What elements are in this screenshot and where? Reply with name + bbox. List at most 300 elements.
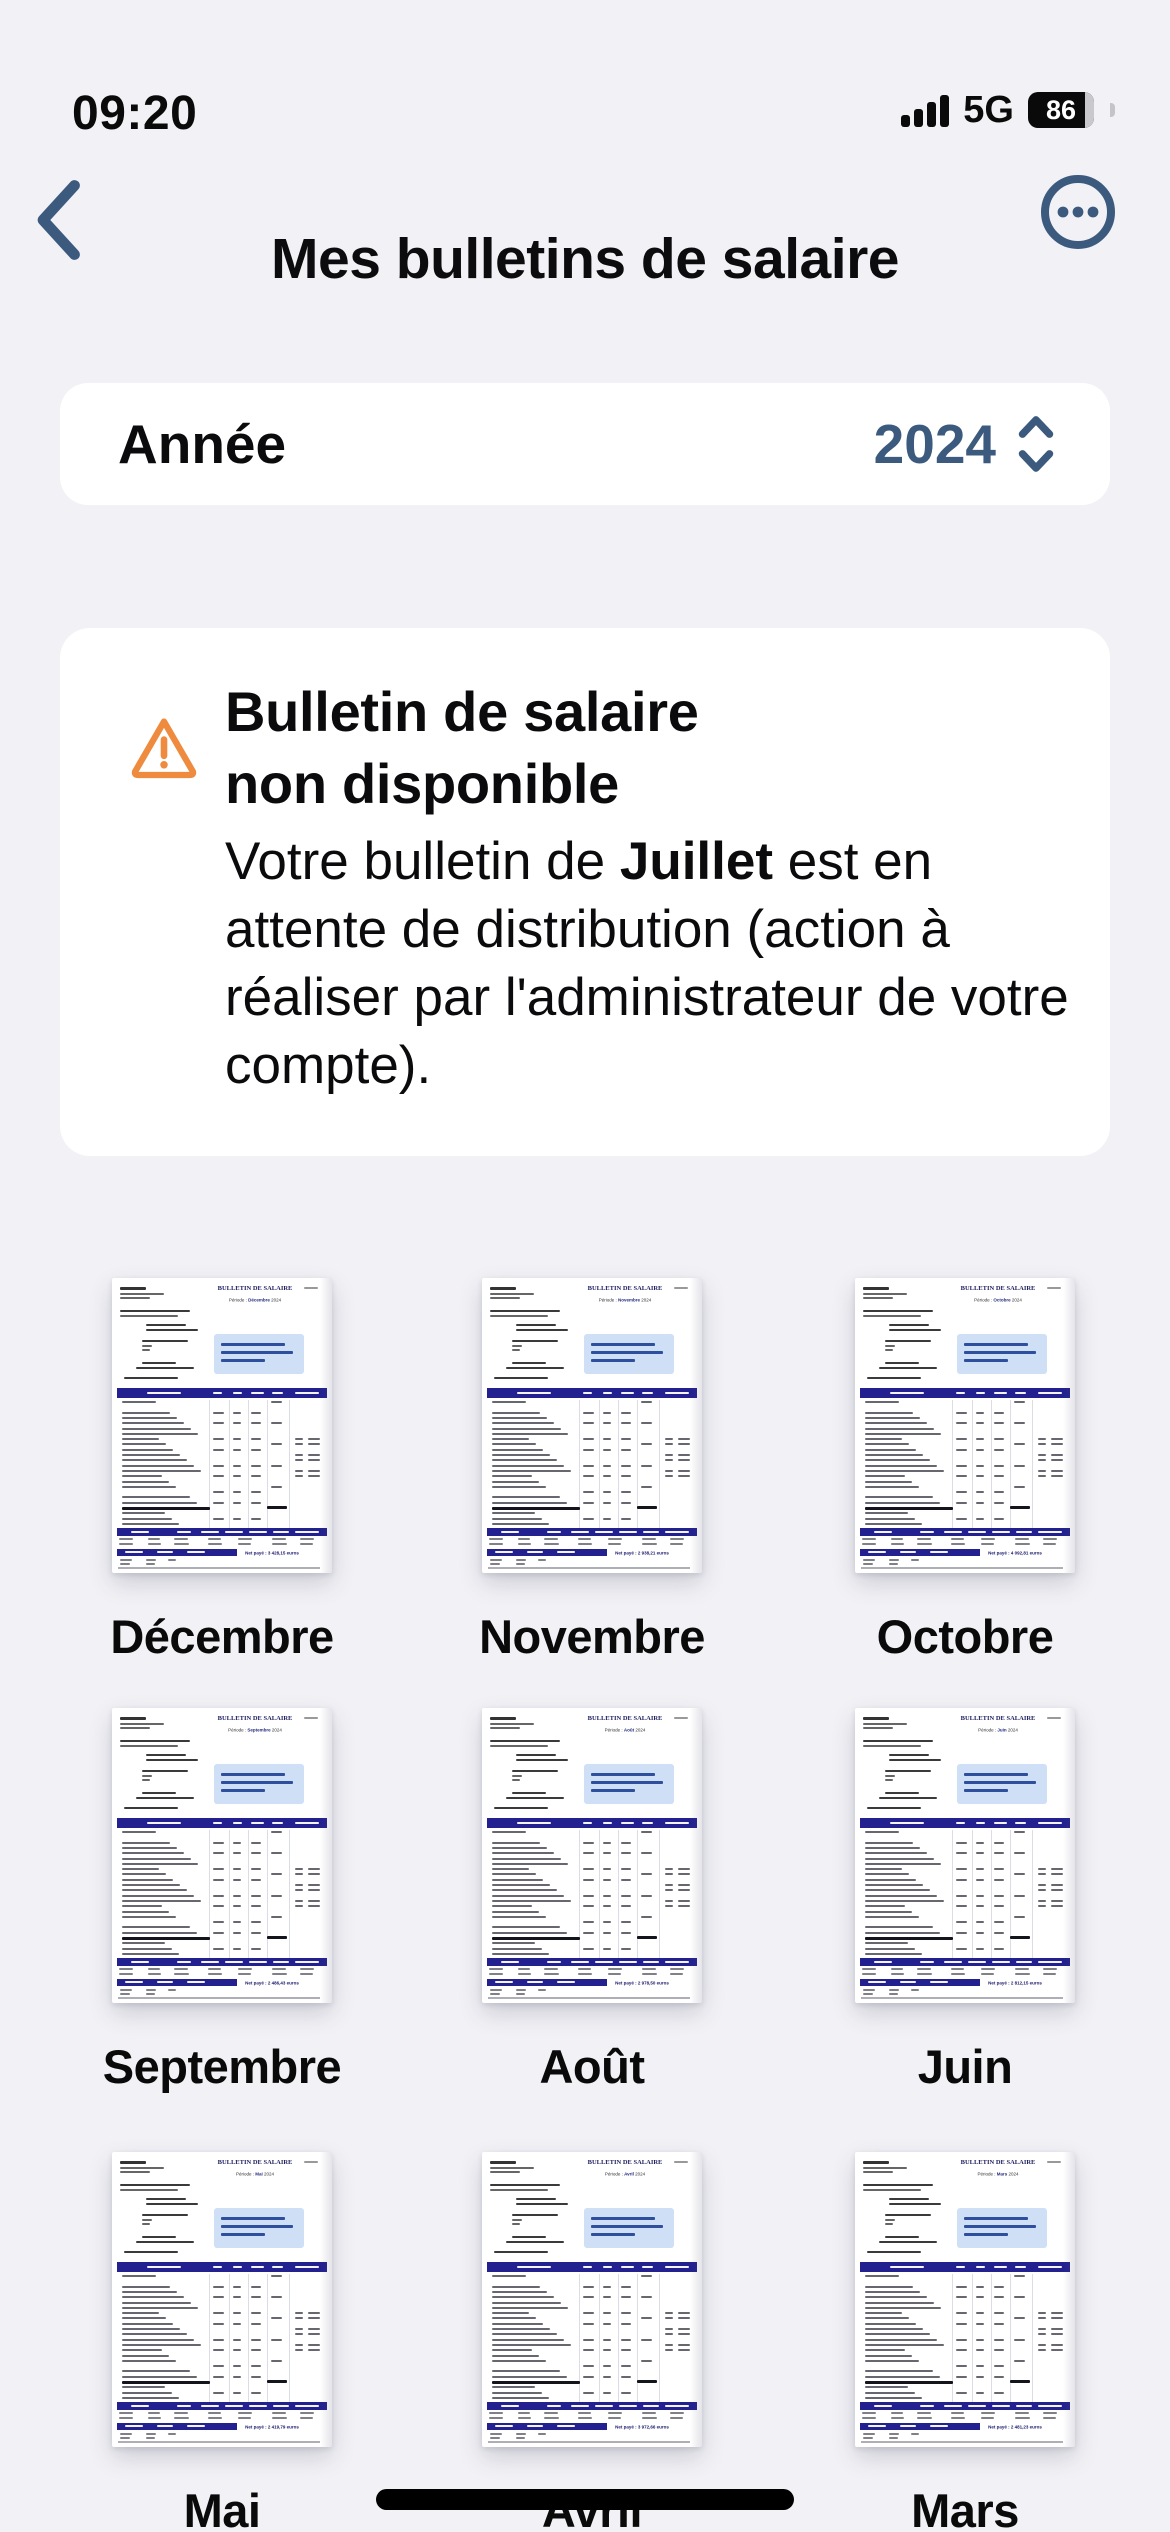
doc-line: [120, 1315, 178, 1317]
payslip-row: [117, 2290, 327, 2295]
doc-line: [124, 1377, 178, 1379]
payslip-totals-band: [860, 2402, 1070, 2410]
payslip-row: [117, 1517, 327, 1522]
doc-line: [885, 1792, 919, 1794]
payslip-period: Période : Juin 2024: [978, 1728, 1018, 1733]
payslip-row: [860, 1888, 1070, 1893]
payslip-table-header: [487, 1388, 697, 1398]
doc-line: [863, 1287, 889, 1290]
doc-line: [506, 1367, 564, 1369]
doc-line: [889, 1324, 929, 1326]
payslip-month-label: Novembre: [479, 1610, 705, 1663]
payslip-row: [860, 1910, 1070, 1915]
payslip-row: [117, 1920, 327, 1925]
payslip-legal-line: [488, 1567, 690, 1569]
payslip-row: [117, 1883, 327, 1888]
payslip-row: [860, 2274, 1070, 2279]
payslip-row: [860, 1432, 1070, 1437]
payslip-row: [117, 1841, 327, 1846]
payslip-net-amount: Net payé : 2 419,79 euros: [245, 2425, 299, 2430]
payslip-row: [117, 1904, 327, 1909]
payslip-row: [860, 1506, 1070, 1511]
payslip-row: [487, 2354, 697, 2359]
payslip-cell[interactable]: [407, 1708, 777, 2094]
cellular-signal-icon: [901, 93, 949, 127]
payslip-table: [117, 1400, 327, 1528]
payslip-row: [117, 1899, 327, 1904]
payslip-row: [860, 1442, 1070, 1447]
doc-line: [512, 2219, 522, 2221]
alert-title-line1: Bulletin de salaire: [225, 680, 699, 743]
payslip-row: [860, 1517, 1070, 1522]
payslip-doc-title: BULLETIN DE SALAIRE: [217, 1284, 293, 1292]
payslip-row: [487, 1511, 697, 1516]
payslip-address-box: [957, 1764, 1047, 1804]
doc-line: [146, 1759, 198, 1761]
payslip-row: [117, 2327, 327, 2332]
payslip-address-box: [214, 2208, 304, 2248]
payslip-row: [117, 1501, 327, 1506]
payslip-row: [487, 2396, 697, 2401]
payslip-row: [860, 1952, 1070, 1957]
payslip-row: [117, 2369, 327, 2374]
doc-line: [885, 1362, 919, 1364]
doc-line: [879, 2241, 937, 2243]
payslip-row: [860, 1883, 1070, 1888]
doc-line: [490, 1293, 534, 1295]
payslip-thumbnail[interactable]: [112, 1708, 332, 2003]
network-type-label: 5G: [963, 88, 1014, 131]
doc-line: [879, 1797, 937, 1799]
payslip-row: [860, 2385, 1070, 2390]
payslip-cell[interactable]: [407, 2152, 777, 2532]
payslip-row: [487, 1883, 697, 1888]
payslip-row: [487, 1421, 697, 1426]
payslip-row: [117, 1941, 327, 1946]
payslip-month-label: Décembre: [110, 1610, 334, 1663]
payslip-row: [487, 2343, 697, 2348]
payslip-row: [860, 2364, 1070, 2369]
doc-line: [885, 1779, 893, 1781]
doc-line: [885, 2214, 931, 2216]
payslip-row: [860, 1931, 1070, 1936]
payslip-row: [117, 2380, 327, 2385]
doc-line: [879, 1367, 937, 1369]
payslip-legal-line: [861, 1997, 1063, 1999]
payslip-row: [117, 2285, 327, 2290]
payslip-doc-title: BULLETIN DE SALAIRE: [587, 1284, 663, 1292]
payslip-net-amount: Net payé : 2 938,21 euros: [615, 1551, 669, 1556]
payslip-row: [117, 1427, 327, 1432]
payslip-row: [117, 2311, 327, 2316]
payslip-row: [487, 1941, 697, 1946]
payslip-row: [860, 1851, 1070, 1856]
doc-line: [490, 1717, 516, 1720]
payslip-thumbnail[interactable]: [112, 1278, 332, 1573]
payslip-row: [860, 2338, 1070, 2343]
payslip-row: [487, 1437, 697, 1442]
payslip-row: [117, 2385, 327, 2390]
payslip-row: [487, 1480, 697, 1485]
payslip-row: [117, 1872, 327, 1877]
payslip-row: [117, 2391, 327, 2396]
payslip-row: [487, 1894, 697, 1899]
payslip-row: [487, 1851, 697, 1856]
payslip-row: [487, 2322, 697, 2327]
page-title: Mes bulletins de salaire: [271, 227, 899, 292]
payslip-row: [117, 1894, 327, 1899]
doc-line: [863, 1740, 933, 1742]
battery-percent: 86: [1045, 94, 1077, 125]
alert-body: [225, 828, 1105, 1100]
payslip-row: [860, 1458, 1070, 1463]
payslip-totals-band: [860, 1958, 1070, 1966]
doc-line: [885, 2236, 919, 2238]
payslip-table-header: [487, 2262, 697, 2272]
payslip-table: [860, 1400, 1070, 1528]
payslip-cell[interactable]: [780, 1708, 1150, 2094]
payslip-row: [487, 1405, 697, 1410]
payslip-row: [860, 1841, 1070, 1846]
payslip-totals-band: [117, 1958, 327, 1966]
payslip-row: [117, 2359, 327, 2364]
payslip-row: [860, 1947, 1070, 1952]
payslip-thumbnail[interactable]: [482, 1708, 702, 2003]
payslip-row: [487, 1427, 697, 1432]
doc-line: [494, 2251, 548, 2253]
payslip-row: [117, 1495, 327, 1500]
payslip-cell[interactable]: [407, 1278, 777, 1664]
payslip-row: [860, 2311, 1070, 2316]
alert-body-prefix: Votre bulletin de: [225, 832, 620, 891]
payslip-totals-band: [487, 1958, 697, 1966]
alert-title-line2: non disponible: [225, 752, 619, 815]
payslip-row: [860, 2348, 1070, 2353]
payslip-table-header: [860, 1818, 1070, 1828]
payslip-cell[interactable]: [37, 2152, 407, 2532]
doc-line: [142, 1779, 150, 1781]
payslip-table-header: [487, 1818, 697, 1828]
payslip-row: [487, 1857, 697, 1862]
payslip-row: [487, 2391, 697, 2396]
payslip-row: [117, 1915, 327, 1920]
payslip-address-box: [584, 2208, 674, 2248]
payslip-row: [487, 1464, 697, 1469]
doc-line: [494, 1807, 548, 1809]
payslip-row: [117, 1835, 327, 1840]
payslip-row: [487, 2311, 697, 2316]
doc-line: [885, 1775, 895, 1777]
doc-line: [512, 1792, 546, 1794]
payslip-row: [117, 1437, 327, 1442]
payslip-row: [487, 1862, 697, 1867]
payslip-row: [487, 1888, 697, 1893]
doc-line: [512, 2214, 558, 2216]
payslip-row: [117, 1448, 327, 1453]
payslip-row: [117, 1485, 327, 1490]
doc-line: [146, 2203, 198, 2205]
doc-line: [885, 2223, 893, 2225]
payslip-row: [487, 1925, 697, 1930]
doc-line: [490, 2189, 548, 2191]
doc-line: [506, 2241, 564, 2243]
payslip-row: [117, 1910, 327, 1915]
payslip-month-label: Septembre: [102, 2040, 342, 2093]
payslip-row: [487, 1867, 697, 1872]
doc-line: [142, 2214, 188, 2216]
payslip-counters-band: [487, 1979, 607, 1986]
payslip-table: [487, 1830, 697, 1958]
alert-body-suffix: est en attente de distribution (action à réaliser par l'administrateur de votre compte).: [225, 832, 1069, 1095]
status-cluster: [901, 86, 1115, 134]
doc-line: [516, 2203, 568, 2205]
payslip-thumbnail[interactable]: [855, 2152, 1075, 2447]
payslip-row: [487, 2338, 697, 2343]
doc-line: [120, 2184, 190, 2186]
payslip-row: [860, 1427, 1070, 1432]
payslip-row: [487, 2306, 697, 2311]
stepper-chevrons-icon[interactable]: [1010, 412, 1062, 476]
doc-line: [863, 1315, 921, 1317]
doc-line: [512, 1770, 558, 1772]
doc-line: [142, 2223, 150, 2225]
payslip-row: [117, 1851, 327, 1856]
payslip-doc-title: BULLETIN DE SALAIRE: [960, 1714, 1036, 1722]
payslip-row: [487, 1490, 697, 1495]
payslip-counters-band: [860, 1979, 980, 1986]
payslip-row: [487, 1501, 697, 1506]
payslip-row: [117, 1936, 327, 1941]
doc-line: [490, 1745, 548, 1747]
payslip-net-amount: Net payé : 2 486,43 euros: [245, 1981, 299, 1986]
doc-line: [512, 1345, 522, 1347]
payslip-row: [860, 1925, 1070, 1930]
payslip-month-label: Octobre: [876, 1610, 1054, 1663]
payslip-row: [860, 1872, 1070, 1877]
payslip-row: [860, 2295, 1070, 2300]
payslip-row: [860, 1846, 1070, 1851]
payslip-row: [487, 1495, 697, 1500]
alert-card: [60, 628, 1110, 1156]
payslip-row: [117, 2316, 327, 2321]
doc-line: [120, 1293, 164, 1295]
payslip-row: [117, 1432, 327, 1437]
payslip-row: [860, 1878, 1070, 1883]
payslip-row: [117, 2338, 327, 2343]
payslip-row: [860, 1920, 1070, 1925]
payslip-row: [117, 1947, 327, 1952]
payslip-row: [860, 2327, 1070, 2332]
payslip-row: [487, 1904, 697, 1909]
payslip-table-header: [117, 2262, 327, 2272]
payslip-thumbnail[interactable]: [855, 1278, 1075, 1573]
payslip-row: [117, 2295, 327, 2300]
payslip-row: [860, 1474, 1070, 1479]
payslip-row: [860, 2396, 1070, 2401]
home-indicator[interactable]: [376, 2489, 794, 2510]
doc-line: [136, 1367, 194, 1369]
doc-line: [512, 1340, 558, 1342]
doc-line: [490, 1315, 548, 1317]
doc-line: [490, 2161, 516, 2164]
payslip-net-amount: Net payé : 2 481,23 euros: [988, 2425, 1042, 2430]
doc-line: [863, 1293, 907, 1295]
doc-line: [120, 1727, 150, 1729]
doc-line: [136, 2241, 194, 2243]
payslip-row: [487, 1936, 697, 1941]
payslip-row: [860, 2359, 1070, 2364]
payslip-row: [860, 2332, 1070, 2337]
payslip-table: [860, 1830, 1070, 1958]
payslip-counters-band: [487, 1549, 607, 1556]
payslip-cell[interactable]: [37, 1278, 407, 1664]
payslip-legal-line: [118, 2441, 320, 2443]
payslip-thumbnail[interactable]: [482, 1278, 702, 1573]
payslip-address-box: [957, 2208, 1047, 2248]
payslip-row: [860, 1437, 1070, 1442]
payslip-totals-band: [487, 2402, 697, 2410]
payslip-cell[interactable]: [780, 1278, 1150, 1664]
payslip-thumbnail[interactable]: [482, 2152, 702, 2447]
payslip-row: [860, 2369, 1070, 2374]
doc-line: [889, 1754, 929, 1756]
doc-line: [863, 2167, 907, 2169]
payslip-row: [487, 1474, 697, 1479]
payslip-row: [860, 1485, 1070, 1490]
payslip-row: [860, 1416, 1070, 1421]
payslip-row: [117, 2279, 327, 2284]
doc-line: [512, 2223, 520, 2225]
doc-line: [490, 1310, 560, 1312]
payslip-row: [860, 1501, 1070, 1506]
more-options-button[interactable]: [1038, 172, 1118, 252]
payslip-row: [860, 1522, 1070, 1527]
payslip-cell[interactable]: [37, 1708, 407, 2094]
payslip-row: [487, 2285, 697, 2290]
payslip-row: [487, 2364, 697, 2369]
payslip-period: Période : Avril 2024: [604, 2172, 646, 2177]
payslip-totals-band: [117, 2402, 327, 2410]
doc-line: [867, 2251, 921, 2253]
payslip-row: [487, 1442, 697, 1447]
payslip-row: [487, 2385, 697, 2390]
payslip-row: [117, 2375, 327, 2380]
payslip-counters-band: [117, 1549, 237, 1556]
payslip-row: [487, 1517, 697, 1522]
payslip-counters-band: [487, 2423, 607, 2430]
payslip-period: Période : Août 2024: [604, 1728, 646, 1733]
payslip-net-amount: Net payé : 2 812,15 euros: [988, 1981, 1042, 1986]
payslip-thumbnail[interactable]: [112, 2152, 332, 2447]
payslip-row: [117, 1846, 327, 1851]
payslip-grid: [0, 1278, 1170, 2532]
doc-line: [142, 2219, 152, 2221]
doc-line: [863, 2184, 933, 2186]
doc-line: [885, 1349, 893, 1351]
doc-line: [120, 1717, 146, 1720]
payslip-period: Période : Mai 2024: [235, 2172, 275, 2177]
doc-line: [124, 2251, 178, 2253]
payslip-address-box: [214, 1764, 304, 1804]
payslip-row: [860, 1480, 1070, 1485]
payslip-row: [860, 1421, 1070, 1426]
payslip-table-header: [860, 1388, 1070, 1398]
payslip-table: [860, 2274, 1070, 2402]
payslip-row: [487, 1400, 697, 1405]
payslip-row: [860, 1411, 1070, 1416]
doc-line: [512, 1362, 546, 1364]
payslip-row: [860, 2316, 1070, 2321]
payslip-row: [117, 1490, 327, 1495]
payslip-row: [860, 1448, 1070, 1453]
payslip-row: [487, 2380, 697, 2385]
payslip-row: [487, 1432, 697, 1437]
payslip-row: [117, 1416, 327, 1421]
doc-line: [863, 2161, 889, 2164]
payslip-row: [487, 2332, 697, 2337]
payslip-thumbnail[interactable]: [855, 1708, 1075, 2003]
payslip-row: [487, 1899, 697, 1904]
payslip-month-label: Mai: [183, 2484, 261, 2532]
payslip-row: [860, 1857, 1070, 1862]
payslip-row: [487, 2327, 697, 2332]
payslip-row: [487, 1910, 697, 1915]
payslip-cell[interactable]: [780, 2152, 1150, 2532]
doc-line: [512, 1779, 520, 1781]
payslip-row: [487, 1920, 697, 1925]
payslip-row: [487, 1846, 697, 1851]
payslip-address-box: [957, 1334, 1047, 1374]
payslip-net-amount: Net payé : 4 092,81 euros: [988, 1551, 1042, 1556]
payslip-period: Période : Octobre 2024: [974, 1298, 1022, 1303]
doc-line: [490, 2184, 560, 2186]
payslip-row: [860, 2354, 1070, 2359]
payslip-row: [117, 2354, 327, 2359]
payslip-net-amount: Net payé : 3 428,15 euros: [245, 1551, 299, 1556]
doc-line: [863, 2171, 893, 2173]
battery-icon: [1028, 92, 1094, 128]
payslip-row: [860, 2285, 1070, 2290]
payslip-row: [487, 1522, 697, 1527]
payslip-month-label: Juin: [917, 2040, 1013, 2093]
payslip-row: [860, 1862, 1070, 1867]
doc-line: [142, 1792, 176, 1794]
payslip-row: [117, 1469, 327, 1474]
payslip-row: [487, 2359, 697, 2364]
payslip-row: [117, 1458, 327, 1463]
payslip-table: [117, 2274, 327, 2402]
payslip-counters-band: [860, 2423, 980, 2430]
payslip-net-amount: Net payé : 2 978,50 euros: [615, 1981, 669, 1986]
payslip-row: [117, 1411, 327, 1416]
payslip-row: [117, 1862, 327, 1867]
payslip-row: [487, 2290, 697, 2295]
doc-line: [142, 1349, 150, 1351]
doc-line: [889, 2198, 929, 2200]
payslip-table: [487, 2274, 697, 2402]
doc-line: [889, 1329, 941, 1331]
doc-line: [863, 1745, 921, 1747]
payslip-doc-title: BULLETIN DE SALAIRE: [217, 2158, 293, 2166]
payslip-row: [117, 1511, 327, 1516]
payslip-doc-title: BULLETIN DE SALAIRE: [960, 1284, 1036, 1292]
doc-line: [120, 1297, 150, 1299]
payslip-row: [860, 1894, 1070, 1899]
year-selector[interactable]: [60, 383, 1110, 505]
doc-line: [120, 1287, 146, 1290]
payslip-row: [860, 2279, 1070, 2284]
ellipsis-circle-icon: [1038, 172, 1118, 252]
